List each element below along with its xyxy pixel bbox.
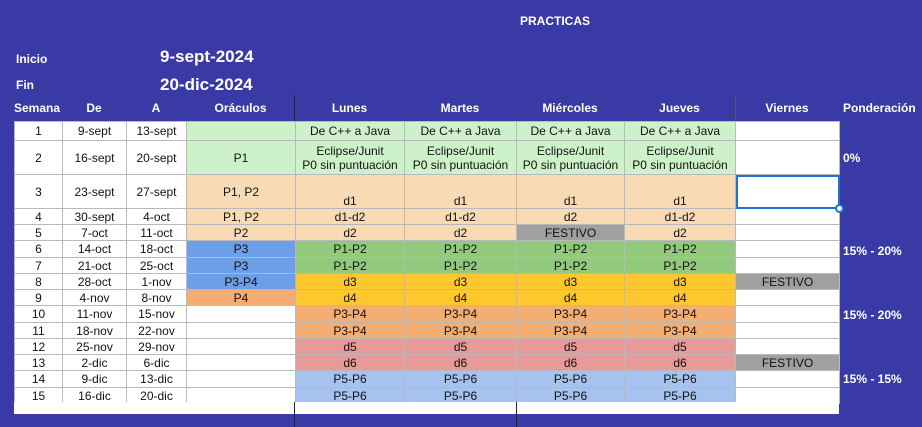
- cell-a[interactable]: 13-sept: [127, 122, 187, 141]
- cell-lunes[interactable]: d1: [296, 175, 405, 209]
- cell-jueves[interactable]: P1-P2: [625, 241, 736, 258]
- cell-line: Eclipse/Junit: [536, 143, 605, 158]
- cell-line: P0 sin puntuación: [632, 157, 728, 172]
- cell-a[interactable]: 29-nov: [127, 339, 187, 355]
- cell-miercoles[interactable]: P3-P4: [517, 306, 625, 323]
- cell-semana[interactable]: 9: [15, 290, 63, 306]
- cell-viernes-festivo[interactable]: FESTIVO: [736, 274, 840, 290]
- column-header-oraculos: Oráculos: [214, 101, 267, 115]
- cell-oraculos[interactable]: P4: [187, 290, 296, 306]
- cell-viernes[interactable]: [736, 290, 840, 306]
- cell-semana[interactable]: 2: [15, 141, 63, 175]
- table-row: [15, 258, 840, 274]
- cell-viernes[interactable]: [736, 258, 840, 274]
- cell-oraculos[interactable]: [187, 122, 296, 141]
- cell-jueves[interactable]: d6: [625, 355, 736, 371]
- sheet-title: PRACTICAS: [520, 14, 591, 28]
- cell-viernes-selected[interactable]: [736, 175, 840, 209]
- cell-lunes[interactable]: d4: [296, 290, 405, 306]
- cell-jueves[interactable]: P5-P6: [625, 371, 736, 388]
- cell-de[interactable]: 2-dic: [63, 355, 127, 371]
- cell-lunes[interactable]: d6: [296, 355, 405, 371]
- cell-viernes[interactable]: [736, 122, 840, 141]
- cell-a[interactable]: 27-sept: [127, 175, 187, 209]
- cell-martes[interactable]: d3: [405, 274, 517, 290]
- cell-lunes[interactable]: P3-P4: [296, 323, 405, 339]
- column-header-martes: Martes: [440, 101, 480, 115]
- column-header-ponderacion: Ponderación: [843, 101, 916, 115]
- cell-miercoles[interactable]: De C++ a Java: [517, 122, 625, 141]
- cell-a[interactable]: 1-nov: [127, 274, 187, 290]
- cell-viernes[interactable]: [736, 141, 840, 175]
- cell-miercoles[interactable]: P5-P6: [517, 371, 625, 388]
- cell-de[interactable]: 14-oct: [63, 241, 127, 258]
- column-header-miercoles: Miércoles: [542, 101, 598, 115]
- cell-oraculos[interactable]: P3-P4: [187, 274, 296, 290]
- cell-jueves[interactable]: d5: [625, 339, 736, 355]
- cell-jueves[interactable]: [625, 141, 736, 175]
- cell-lunes[interactable]: d2: [296, 225, 405, 241]
- cell-miercoles[interactable]: d6: [517, 355, 625, 371]
- cell-miercoles[interactable]: d3: [517, 274, 625, 290]
- cell-martes[interactable]: P3-P4: [405, 323, 517, 339]
- cell-martes[interactable]: P5-P6: [405, 388, 517, 404]
- cell-martes[interactable]: d2: [405, 225, 517, 241]
- cell-oraculos[interactable]: [187, 339, 296, 355]
- cell-de[interactable]: 7-oct: [63, 225, 127, 241]
- ponderacion-value: 15% - 15%: [843, 372, 902, 386]
- column-header-lunes: Lunes: [331, 101, 368, 115]
- cell-semana[interactable]: 7: [15, 258, 63, 274]
- fin-label: Fin: [16, 78, 34, 92]
- cell-miercoles[interactable]: d4: [517, 290, 625, 306]
- cell-lunes[interactable]: d3: [296, 274, 405, 290]
- inicio-label: Inicio: [16, 52, 48, 66]
- cell-miercoles[interactable]: P3-P4: [517, 323, 625, 339]
- cell-oraculos[interactable]: [187, 306, 296, 323]
- cell-lunes[interactable]: d1-d2: [296, 209, 405, 225]
- table-row: [15, 209, 840, 225]
- cell-jueves[interactable]: P1-P2: [625, 258, 736, 274]
- table-row: [15, 274, 840, 290]
- blank-row: [14, 402, 839, 414]
- cell-a[interactable]: 25-oct: [127, 258, 187, 274]
- cell-jueves[interactable]: P3-P4: [625, 323, 736, 339]
- cell-a[interactable]: 20-dic: [127, 388, 187, 404]
- cell-line: Eclipse/Junit: [316, 143, 384, 158]
- table-row: [15, 323, 840, 339]
- cell-oraculos[interactable]: [187, 323, 296, 339]
- cell-martes[interactable]: P5-P6: [405, 371, 517, 388]
- cell-miercoles[interactable]: d5: [517, 339, 625, 355]
- cell-a[interactable]: 18-oct: [127, 241, 187, 258]
- cell-a[interactable]: 15-nov: [127, 306, 187, 323]
- schedule-table: [14, 121, 840, 404]
- cell-de[interactable]: 28-oct: [63, 274, 127, 290]
- cell-de[interactable]: 25-nov: [63, 339, 127, 355]
- cell-jueves[interactable]: d4: [625, 290, 736, 306]
- table-row: [15, 225, 840, 241]
- table-row: [15, 290, 840, 306]
- selection-handle[interactable]: [835, 204, 844, 213]
- cell-jueves[interactable]: d1: [625, 175, 736, 209]
- cell-a[interactable]: 4-oct: [127, 209, 187, 225]
- inicio-value: 9-sept-2024: [160, 47, 254, 66]
- cell-semana[interactable]: 6: [15, 241, 63, 258]
- cell-viernes[interactable]: [736, 241, 840, 258]
- column-header-semana: Semana: [14, 101, 61, 115]
- table-row: [15, 241, 840, 258]
- cell-martes[interactable]: P3-P4: [405, 306, 517, 323]
- cell-viernes[interactable]: [736, 371, 840, 388]
- cell-oraculos[interactable]: [187, 371, 296, 388]
- cell-miercoles[interactable]: [517, 141, 625, 175]
- table-row: [15, 122, 840, 141]
- table-row: [15, 175, 840, 209]
- cell-martes[interactable]: d5: [405, 339, 517, 355]
- cell-oraculos[interactable]: P1, P2: [187, 175, 296, 209]
- cell-jueves[interactable]: P3-P4: [625, 306, 736, 323]
- cell-lunes[interactable]: P1-P2: [296, 241, 405, 258]
- cell-lunes[interactable]: P1-P2: [296, 258, 405, 274]
- cell-martes[interactable]: P1-P2: [405, 241, 517, 258]
- ponderacion-value: 15% - 20%: [843, 244, 902, 258]
- cell-martes[interactable]: [405, 141, 517, 175]
- cell-de[interactable]: 9-sept: [63, 122, 127, 141]
- cell-de[interactable]: 30-sept: [63, 209, 127, 225]
- cell-a[interactable]: 13-dic: [127, 371, 187, 388]
- cell-oraculos[interactable]: P1, P2: [187, 209, 296, 225]
- cell-de[interactable]: 11-nov: [63, 306, 127, 323]
- cell-line: P0 sin puntuación: [302, 157, 398, 172]
- cell-de[interactable]: 18-nov: [63, 323, 127, 339]
- cell-a[interactable]: 6-dic: [127, 355, 187, 371]
- cell-oraculos[interactable]: P2: [187, 225, 296, 241]
- ponderacion-value: 0%: [843, 151, 861, 165]
- cell-viernes[interactable]: [736, 323, 840, 339]
- cell-oraculos[interactable]: P1: [187, 141, 296, 175]
- cell-viernes[interactable]: [736, 225, 840, 241]
- cell-semana[interactable]: 1: [15, 122, 63, 141]
- table-row: [15, 371, 840, 388]
- cell-oraculos[interactable]: P3: [187, 241, 296, 258]
- cell-semana[interactable]: 4: [15, 209, 63, 225]
- column-header-a: A: [151, 101, 161, 115]
- cell-miercoles[interactable]: d1: [517, 175, 625, 209]
- cell-a[interactable]: 8-nov: [127, 290, 187, 306]
- cell-lunes[interactable]: P5-P6: [296, 388, 405, 404]
- cell-jueves[interactable]: P5-P6: [625, 388, 736, 404]
- cell-semana[interactable]: 5: [15, 225, 63, 241]
- cell-de[interactable]: 23-sept: [63, 175, 127, 209]
- cell-miercoles[interactable]: d2: [517, 209, 625, 225]
- cell-semana[interactable]: 10: [15, 306, 63, 323]
- cell-semana[interactable]: 12: [15, 339, 63, 355]
- cell-a[interactable]: 22-nov: [127, 323, 187, 339]
- cell-martes[interactable]: De C++ a Java: [405, 122, 517, 141]
- cell-lunes[interactable]: [296, 141, 405, 175]
- cell-oraculos[interactable]: [187, 355, 296, 371]
- cell-semana[interactable]: 15: [15, 388, 63, 404]
- cell-line: P0 sin puntuación: [522, 157, 619, 172]
- cell-viernes-festivo[interactable]: FESTIVO: [736, 355, 840, 371]
- column-header-viernes: Viernes: [765, 101, 809, 115]
- cell-miercoles[interactable]: P5-P6: [517, 388, 625, 404]
- column-separator: [294, 402, 295, 427]
- cell-semana[interactable]: 14: [15, 371, 63, 388]
- cell-de[interactable]: 9-dic: [63, 371, 127, 388]
- table-row: [15, 306, 840, 323]
- ponderacion-value: 15% - 20%: [843, 308, 902, 322]
- cell-de[interactable]: 4-nov: [63, 290, 127, 306]
- cell-martes[interactable]: d6: [405, 355, 517, 371]
- column-separator: [516, 402, 517, 427]
- cell-jueves[interactable]: De C++ a Java: [625, 122, 736, 141]
- cell-lunes[interactable]: d5: [296, 339, 405, 355]
- cell-viernes[interactable]: [736, 209, 840, 225]
- cell-jueves[interactable]: d2: [625, 225, 736, 241]
- column-header-de: De: [86, 101, 102, 115]
- cell-lunes[interactable]: P5-P6: [296, 371, 405, 388]
- table-row: [15, 355, 840, 371]
- cell-semana[interactable]: 3: [15, 175, 63, 209]
- cell-lunes[interactable]: P3-P4: [296, 306, 405, 323]
- cell-viernes[interactable]: [736, 339, 840, 355]
- cell-martes[interactable]: d1-d2: [405, 209, 517, 225]
- cell-viernes[interactable]: [736, 306, 840, 323]
- cell-martes[interactable]: P1-P2: [405, 258, 517, 274]
- cell-a[interactable]: 11-oct: [127, 225, 187, 241]
- cell-jueves[interactable]: d3: [625, 274, 736, 290]
- cell-martes[interactable]: d4: [405, 290, 517, 306]
- cell-semana[interactable]: 11: [15, 323, 63, 339]
- cell-lunes[interactable]: De C++ a Java: [296, 122, 405, 141]
- cell-de[interactable]: 21-oct: [63, 258, 127, 274]
- column-header-jueves: Jueves: [659, 101, 700, 115]
- cell-de[interactable]: 16-sept: [63, 141, 127, 175]
- cell-semana[interactable]: 8: [15, 274, 63, 290]
- cell-semana[interactable]: 13: [15, 355, 63, 371]
- table-row: [15, 141, 840, 175]
- cell-line: Eclipse/Junit: [646, 143, 714, 158]
- table-row: [15, 339, 840, 355]
- cell-line: Eclipse/Junit: [426, 143, 495, 158]
- cell-miercoles[interactable]: P1-P2: [517, 258, 625, 274]
- cell-line: P0 sin puntuación: [412, 157, 509, 172]
- cell-oraculos[interactable]: P3: [187, 258, 296, 274]
- cell-a[interactable]: 20-sept: [127, 141, 187, 175]
- cell-miercoles[interactable]: P1-P2: [517, 241, 625, 258]
- cell-de[interactable]: 16-dic: [63, 388, 127, 404]
- cell-jueves[interactable]: d1-d2: [625, 209, 736, 225]
- cell-martes[interactable]: d1: [405, 175, 517, 209]
- cell-miercoles-festivo[interactable]: FESTIVO: [517, 225, 625, 241]
- fin-value: 20-dic-2024: [160, 75, 253, 94]
